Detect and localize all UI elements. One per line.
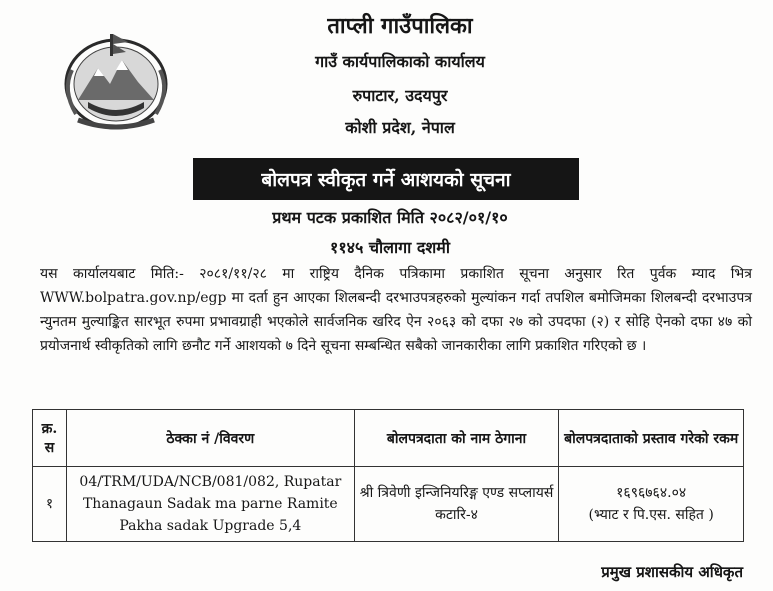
- notice-title-text: बोलपत्र स्वीकृत गर्ने आशयको सूचना: [261, 169, 511, 191]
- notice-body: यस कार्यालयबाट मिति:- २०८१/११/२८ मा राष्ट्रिय दैनिक पत्रिकामा प्रकाशित सूचना अनुसार रित पुर्वक म्याद भित्र WWW.bolpatra.gov.np/egp मा दर्ता हुन आएका शिलबन्दी दरभाउपत्रहरुको मुल्यांकन गर्दा तपशिल बमोजिमका शिलबन्दी दरभाउपत्र न्युनतम मुल्याङ्कित सारभूत रुपमा प्रभावग्राही भएकोले सार्वजनिक खरिद ऐन २०६३ को दफा २७ को उपदफा (२) र सोहि ऐनको दफा ४७ को प्रयोजनार्थ स्वीकृतिको लागि छनौट गर्ने आशयको ७ दिने सूचना सम्बन्धित सबैको जानकारीका लागि प्रकाशित गरिएको छ ।: [40, 266, 752, 354]
- header-sn: क्र. स: [33, 410, 67, 467]
- bid-table: [32, 409, 744, 542]
- office-address: रुपाटार, उदयपुर: [352, 86, 448, 105]
- edition-line: ११४५ चौलागा दशमी: [330, 238, 450, 257]
- published-date: प्रथम पटक प्रकाशित मिति २०८२/०१/१०: [272, 208, 508, 227]
- header-bidder: बोलपत्रदाता को नाम ठेगाना: [354, 410, 559, 467]
- table-header-row: [33, 410, 744, 467]
- notice-title: [193, 158, 579, 200]
- header-contract: ठेक्का नं /विवरण: [66, 410, 354, 467]
- office-name: ताप्ली गाउँपालिका: [327, 13, 473, 39]
- amount-value: १६९६७६४.०४: [616, 485, 687, 501]
- table-row: [33, 467, 744, 542]
- signature-title: प्रमुख प्रशासकीय अधिकृत: [601, 563, 743, 581]
- cell-contract: 04/TRM/UDA/NCB/081/082, Rupatar Thanagaun Sadak ma parne Ramite Pakha sadak Upgrade 5,4: [66, 467, 354, 542]
- office-subtitle: गाउँ कार्यपालिकाको कार्यालय: [315, 52, 485, 71]
- cell-amount: [559, 467, 744, 542]
- nepal-emblem-icon: [58, 30, 174, 134]
- amount-note: (भ्याट र पि.एस. सहित ): [588, 507, 714, 523]
- office-province: कोशी प्रदेश, नेपाल: [345, 118, 455, 137]
- cell-sn: १: [33, 467, 67, 542]
- header-amount: बोलपत्रदाताको प्रस्ताव गरेको रकम: [559, 410, 744, 467]
- cell-bidder: श्री त्रिवेणी इन्जिनियरिङ्ग एण्ड सप्लायर्स कटारि-४: [354, 467, 559, 542]
